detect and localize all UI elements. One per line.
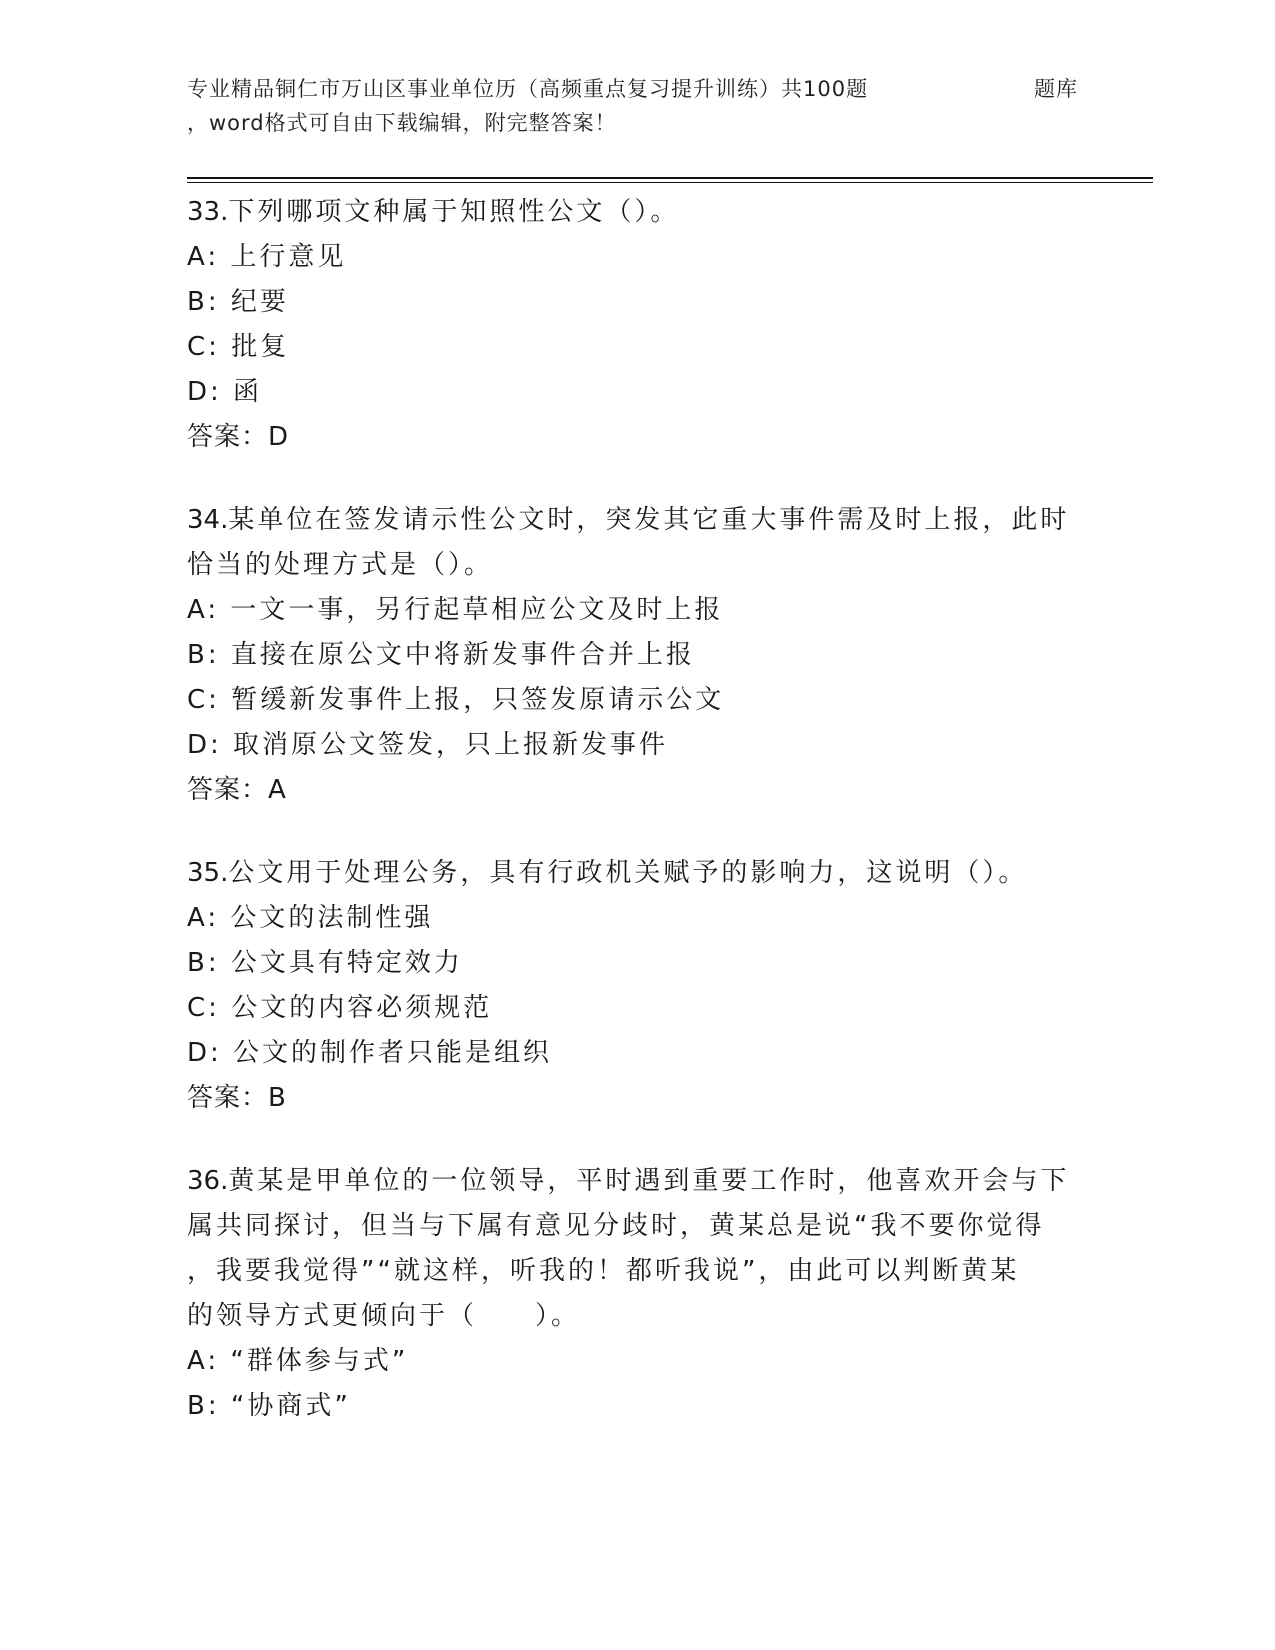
question-list: [187, 190, 1087, 1467]
question-text-line-4: 的领导方式更倾向于（ ）。: [187, 1301, 581, 1331]
question-text-line-2: 属共同探讨，但当与下属有意见分歧时，黄某总是说“我不要你觉得: [187, 1211, 1045, 1241]
answer-label: 答案：: [187, 775, 269, 805]
option-text: 取消原公文签发，只上报新发事件: [233, 730, 669, 760]
option-text: 公文的制作者只能是组织: [233, 1038, 553, 1068]
option-key: B:: [187, 287, 220, 317]
question-stem: [187, 190, 1087, 235]
answer-label: 答案：: [187, 422, 269, 452]
option-key: B:: [187, 948, 220, 978]
option-c: [187, 678, 1087, 723]
option-text: 直接在原公文中将新发事件合并上报: [230, 640, 695, 670]
option-key: D:: [187, 730, 222, 760]
option-text: 函: [233, 377, 263, 407]
header-line-1: [187, 72, 1087, 106]
option-key: A:: [187, 1346, 220, 1376]
option-key: D:: [187, 1038, 222, 1068]
option-key: B:: [187, 1391, 220, 1421]
option-b: [187, 941, 1087, 986]
option-text: “群体参与式”: [230, 1346, 409, 1376]
option-key: B:: [187, 640, 220, 670]
question-number: 33.: [187, 197, 229, 227]
question-34: [187, 498, 1087, 813]
question-33: [187, 190, 1087, 460]
question-number: 35.: [187, 858, 229, 888]
question-text-line-1: 黄某是甲单位的一位领导，平时遇到重要工作时，他喜欢开会与下: [228, 1166, 1070, 1196]
question-number: 34.: [187, 505, 229, 535]
option-text: “协商式”: [230, 1391, 351, 1421]
option-key: A:: [187, 903, 220, 933]
header-label-tiku: 题库: [1034, 77, 1078, 101]
option-key: C:: [187, 993, 220, 1023]
question-stem: [187, 498, 1087, 543]
option-text: 公文的内容必须规范: [231, 993, 493, 1023]
answer-value: A: [268, 775, 287, 805]
option-b: [187, 280, 1087, 325]
option-b: [187, 1384, 1087, 1429]
answer-line: [187, 1076, 1087, 1121]
question-36: [187, 1159, 1087, 1429]
option-text: 上行意见: [230, 242, 347, 272]
question-number: 36.: [187, 1166, 229, 1196]
option-key: C:: [187, 685, 220, 715]
option-c: [187, 325, 1087, 370]
question-text: 下列哪项文种属于知照性公文（）。: [228, 197, 680, 227]
option-text: 暂缓新发事件上报，只签发原请示公文: [231, 685, 725, 715]
question-35: [187, 851, 1087, 1121]
option-d: [187, 723, 1087, 768]
option-d: [187, 370, 1087, 415]
header-divider-thick: [187, 177, 1153, 179]
question-text-line-3: ，我要我觉得”“就这样，听我的！都听我说”，由此可以判断黄某: [187, 1256, 1020, 1286]
option-key: A:: [187, 242, 220, 272]
answer-line: [187, 415, 1087, 460]
header-title: 专业精品铜仁市万山区事业单位历（高频重点复习提升训练）共100题: [187, 77, 869, 101]
option-c: [187, 986, 1087, 1031]
option-a: [187, 896, 1087, 941]
answer-value: D: [268, 422, 290, 452]
option-a: [187, 588, 1087, 633]
option-d: [187, 1031, 1087, 1076]
option-key: C:: [187, 332, 220, 362]
answer-value: B: [268, 1083, 287, 1113]
question-text-line-1: 某单位在签发请示性公文时，突发其它重大事件需及时上报，此时: [228, 505, 1070, 535]
option-text: 批复: [231, 332, 290, 362]
question-stem: [187, 1159, 1087, 1204]
option-key: D:: [187, 377, 222, 407]
answer-line: [187, 768, 1087, 813]
option-key: A:: [187, 595, 220, 625]
question-text-line-2: 恰当的处理方式是（）。: [187, 550, 494, 580]
option-text: 一文一事，另行起草相应公文及时上报: [230, 595, 724, 625]
question-text: 公文用于处理公务，具有行政机关赋予的影响力，这说明（）。: [228, 858, 1028, 888]
header-divider-thin: [187, 182, 1153, 183]
option-text: 公文的法制性强: [230, 903, 434, 933]
option-text: 纪要: [230, 287, 289, 317]
header-line-2: ，word格式可自由下载编辑，附完整答案！: [187, 111, 617, 135]
answer-label: 答案：: [187, 1083, 269, 1113]
option-b: [187, 633, 1087, 678]
option-a: [187, 1339, 1087, 1384]
option-a: [187, 235, 1087, 280]
question-stem: [187, 851, 1087, 896]
document-header: [187, 72, 1087, 140]
option-text: 公文具有特定效力: [230, 948, 463, 978]
